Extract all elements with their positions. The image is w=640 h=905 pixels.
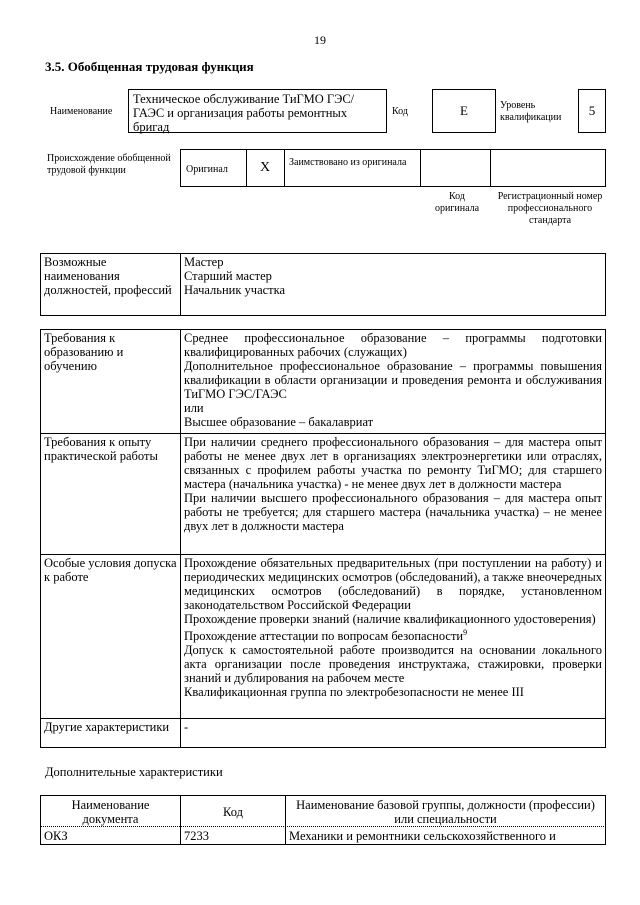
admission-content: [181, 555, 605, 700]
name-value: Техническое обслуживание ТиГМО ГЭС/ГАЭС и организация работы ремонтных бригад: [133, 92, 355, 134]
other-label: Другие характеристики: [44, 720, 170, 734]
name-box: [128, 89, 387, 133]
page-number: 19: [314, 33, 326, 47]
positions-list: [181, 254, 605, 298]
admission-paragraph: Прохождение проверки знаний (наличие квалификационного удостоверения): [184, 612, 596, 626]
original-mark: X: [259, 160, 271, 175]
code-label: Код: [392, 106, 408, 117]
positions-label: Возможные наименования должностей, профессий: [44, 255, 172, 297]
admission-paragraph: [184, 626, 602, 643]
code-box: [432, 89, 496, 133]
registration-caption: Регистрационный номер профессионального стандарта: [497, 191, 603, 226]
code-value: Е: [460, 103, 468, 118]
experience-paragraph: При наличии высшего профессионального образования – для мастера опыт работы не требуется; для старшего мастера (начальника участка) – не менее двух лет в должности мастера: [184, 491, 602, 533]
admission-label: Особые условия допуска к работе: [44, 556, 177, 584]
borrowed-label: Заимствовано из оригинала: [289, 157, 407, 168]
table-row-code: 7233: [184, 829, 209, 843]
code-original-caption: Код оригинала: [434, 191, 480, 214]
level-box: [578, 89, 606, 133]
footnote-marker: 9: [463, 628, 468, 637]
table-row-name: Механики и ремонтники сельскохозяйственного и: [289, 829, 556, 843]
experience-content: [181, 434, 605, 534]
additional-title: Дополнительные характеристики: [45, 765, 223, 779]
name-label: Наименование: [50, 106, 113, 117]
experience-paragraph: При наличии среднего профессионального образования – для мастера опыт работы не менее двух лет в организациях электроэнергетики или отраслях, связанных с профилем работы участка по ремонту ТиГМО; для старшего мастера (начальника участка) - не менее двух лет в должности мастера: [184, 435, 602, 491]
education-paragraph: или: [184, 401, 204, 415]
origin-label: Происхождение обобщенной трудовой функции: [47, 153, 171, 176]
admission-paragraph: Допуск к самостоятельной работе производится на основании локального акта организации после проведения инструктажа, стажировки, проверки знаний и дублирования на рабочем месте: [184, 643, 602, 686]
col-header-code: Код: [223, 805, 243, 819]
level-label: Уровень квалификации: [500, 100, 562, 123]
col-header-document: Наименование документа: [71, 798, 150, 826]
education-paragraph: Дополнительное профессиональное образование – программы повышения квалификации в области организации и проведения ремонта и обслуживания ТиГМО ГЭС/ГАЭС: [184, 359, 602, 401]
admission-paragraph: Квалификационная группа по электробезопасности не менее III: [184, 685, 524, 700]
level-value: 5: [588, 103, 596, 118]
admission-paragraph: Прохождение обязательных предварительных (при поступлении на работу) и периодических медицинских осмотров (обследований), а также внеочередных медицинских осмотров (обследований) в порядке, установленном законодательством Российской Федерации: [184, 556, 602, 612]
attestation-text: Прохождение аттестации по вопросам безопасности: [184, 629, 464, 644]
col-header-name: Наименование базовой группы, должности (профессии) или специальности: [296, 798, 595, 826]
education-label: Требования к образованию и обучению: [44, 331, 124, 373]
position-item: Старший мастер: [184, 269, 272, 283]
original-label: Оригинал: [186, 164, 228, 175]
education-paragraph: Высшее образование – бакалавриат: [184, 415, 374, 429]
position-item: Мастер: [184, 255, 224, 269]
position-item: Начальник участка: [184, 283, 286, 297]
experience-label: Требования к опыту практической работы: [44, 435, 158, 463]
education-paragraph: Среднее профессиональное образование – программы подготовки квалифицированных рабочих (служащих): [184, 331, 602, 359]
section-title: 3.5. Обобщенная трудовая функция: [45, 59, 254, 74]
education-content: [181, 330, 605, 430]
other-content: -: [184, 720, 189, 734]
table-row-doc: ОКЗ: [44, 829, 68, 843]
